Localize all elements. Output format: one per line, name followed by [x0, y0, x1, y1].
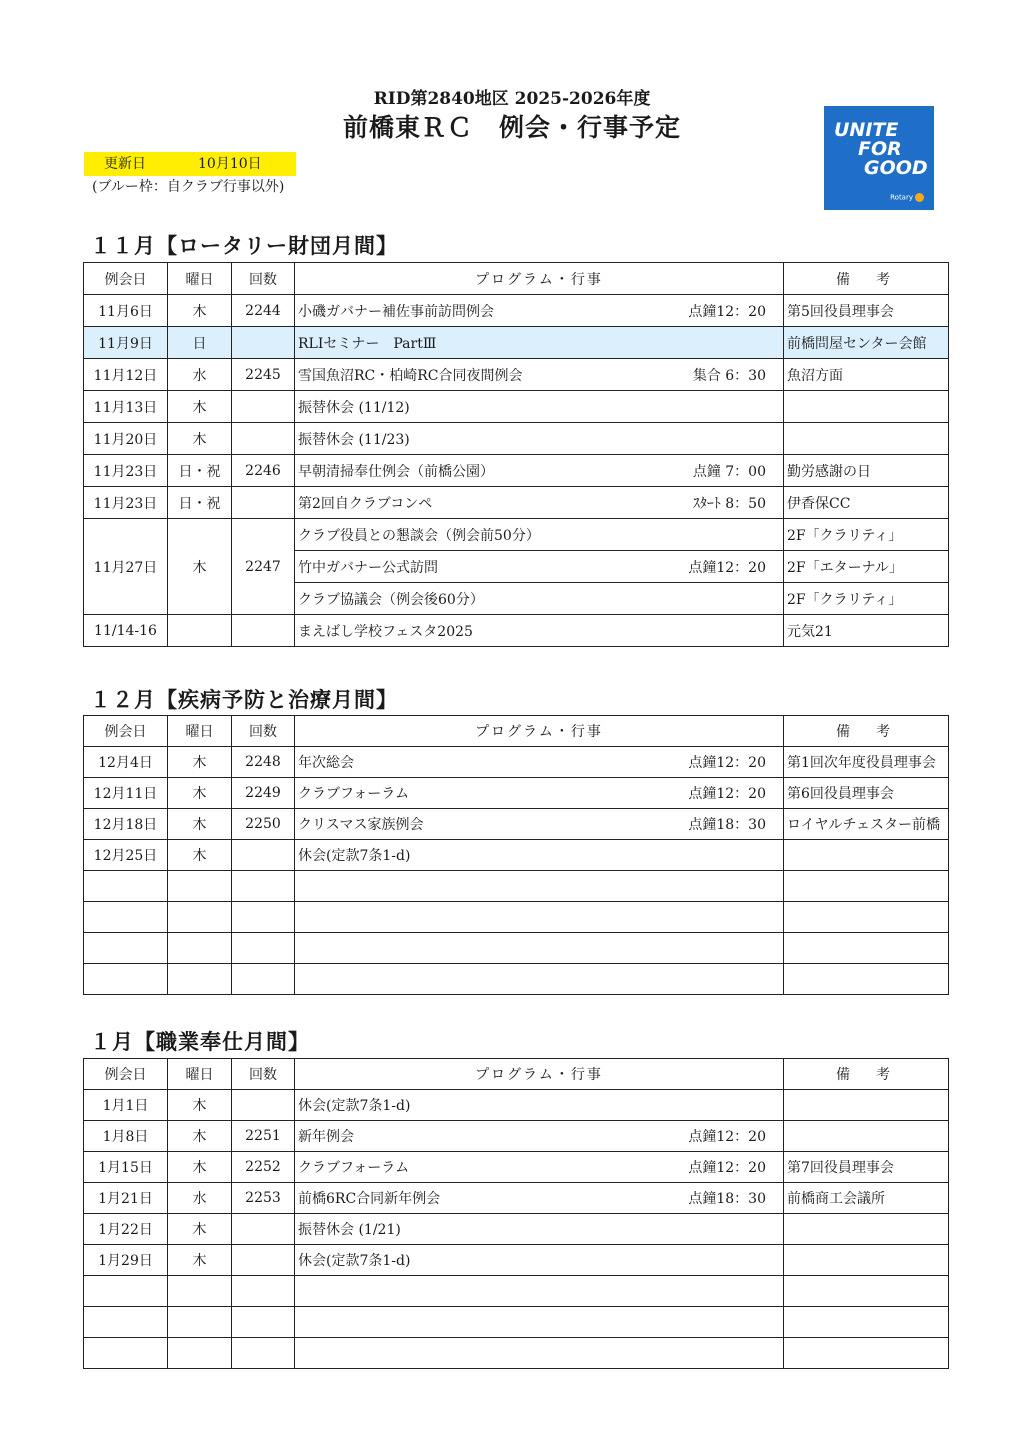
col-header-no: 回数	[232, 263, 295, 295]
row-no: 2248	[232, 747, 295, 778]
schedule-table-dec	[83, 715, 949, 995]
table-row	[84, 615, 949, 647]
row-day: 木	[168, 1121, 232, 1152]
table-row	[84, 487, 949, 519]
row-remarks	[784, 1121, 949, 1152]
row-program-text: 竹中ガバナー公式訪問	[298, 559, 438, 576]
row-remarks: 前橋問屋センター会館	[784, 327, 949, 359]
row-no: 2251	[232, 1121, 295, 1152]
empty-cell	[295, 871, 784, 902]
col-header-date: 例会日	[84, 1059, 168, 1090]
row-date: 1月29日	[84, 1245, 168, 1276]
col-header-day: 曜日	[168, 1059, 232, 1090]
row-no: 2247	[232, 519, 295, 615]
row-day: 水	[168, 1183, 232, 1214]
table-row	[84, 809, 949, 840]
row-program	[295, 615, 784, 647]
row-program	[295, 778, 784, 809]
unite-for-good-logo	[824, 106, 934, 210]
table-row	[84, 1245, 949, 1276]
empty-cell	[232, 871, 295, 902]
row-remarks: 2F「クラリティ」	[784, 519, 949, 551]
row-remarks: 2F「クラリティ」	[784, 583, 949, 615]
section-title-dec: １２月【疾病予防と治療月間】	[90, 687, 398, 712]
table-row	[84, 423, 949, 455]
table-header-row	[84, 263, 949, 295]
row-time: 点鐘18：30	[688, 1191, 766, 1207]
row-day: 日	[168, 327, 232, 359]
row-program	[295, 359, 784, 391]
row-remarks	[784, 1245, 949, 1276]
row-program-text: 雪国魚沼RC・柏崎RC合同夜間例会	[298, 367, 523, 384]
table-row-empty	[84, 964, 949, 995]
row-program-text: クラブ協議会（例会後60分）	[298, 591, 484, 608]
row-date: 11月23日	[84, 455, 168, 487]
row-time: 点鐘18：30	[688, 817, 766, 833]
row-no	[232, 1090, 295, 1121]
empty-cell	[232, 933, 295, 964]
empty-cell	[784, 871, 949, 902]
row-remarks	[784, 1214, 949, 1245]
row-time	[766, 397, 780, 417]
empty-cell	[784, 933, 949, 964]
row-day: 木	[168, 1152, 232, 1183]
row-day	[168, 615, 232, 647]
row-program	[295, 327, 784, 359]
row-time: 点鐘 7：00	[692, 463, 766, 480]
logo-line-3: GOOD	[864, 157, 928, 179]
table-row	[84, 391, 949, 423]
table-row	[84, 455, 949, 487]
row-program	[295, 519, 784, 551]
row-no	[232, 391, 295, 423]
row-no: 2249	[232, 778, 295, 809]
row-day: 日・祝	[168, 455, 232, 487]
empty-cell	[168, 933, 232, 964]
col-header-no: 回数	[232, 1059, 295, 1090]
row-date: 11月27日	[84, 519, 168, 615]
table-row-empty	[84, 1307, 949, 1338]
row-time: 点鐘12：20	[688, 786, 766, 802]
empty-cell	[295, 933, 784, 964]
table-row-empty	[84, 933, 949, 964]
empty-cell	[84, 902, 168, 933]
empty-cell	[295, 964, 784, 995]
row-remarks: 伊香保CC	[784, 487, 949, 519]
row-no	[232, 615, 295, 647]
row-time	[766, 845, 780, 865]
row-remarks	[784, 391, 949, 423]
row-day: 木	[168, 840, 232, 871]
table-row-empty	[84, 902, 949, 933]
row-date: 11月13日	[84, 391, 168, 423]
row-time	[766, 589, 780, 609]
row-date: 12月4日	[84, 747, 168, 778]
page-title: 前橋東ＲＣ 例会・行事予定	[342, 113, 681, 142]
row-date: 11/14-16	[84, 615, 168, 647]
table-row	[84, 1090, 949, 1121]
empty-cell	[295, 902, 784, 933]
row-time: 点鐘12：20	[688, 559, 766, 576]
row-program-text: クラブフォーラム	[298, 1160, 410, 1176]
empty-cell	[232, 1338, 295, 1369]
row-no	[232, 423, 295, 455]
row-date: 11月12日	[84, 359, 168, 391]
row-program	[295, 1121, 784, 1152]
empty-cell	[84, 1338, 168, 1369]
col-header-no: 回数	[232, 716, 295, 747]
row-time	[766, 1219, 780, 1239]
row-day: 木	[168, 295, 232, 327]
row-no	[232, 840, 295, 871]
row-day: 水	[168, 359, 232, 391]
row-program-text: 新年例会	[298, 1129, 354, 1145]
row-day: 木	[168, 1245, 232, 1276]
empty-cell	[168, 1307, 232, 1338]
table-row-empty	[84, 1338, 949, 1369]
col-header-day: 曜日	[168, 716, 232, 747]
col-header-program: プログラム・行事	[295, 263, 784, 295]
update-date: 10月10日	[198, 156, 262, 172]
row-day: 日・祝	[168, 487, 232, 519]
empty-cell	[232, 1307, 295, 1338]
row-program-text: 振替休会 (11/23)	[298, 431, 410, 448]
row-program-text: 休会(定款7条1-d)	[298, 1253, 411, 1269]
empty-cell	[232, 964, 295, 995]
row-date: 1月1日	[84, 1090, 168, 1121]
row-remarks: 勤労感謝の日	[784, 455, 949, 487]
row-remarks: 第1回次年度役員理事会	[784, 747, 949, 778]
row-day: 木	[168, 778, 232, 809]
update-label: 更新日	[104, 156, 146, 172]
row-program	[295, 1183, 784, 1214]
row-program-text: クリスマス家族例会	[298, 817, 424, 833]
row-program	[295, 1245, 784, 1276]
row-program-text: 振替休会 (1/21)	[298, 1222, 401, 1238]
table-header-row	[84, 716, 949, 747]
row-remarks	[784, 1090, 949, 1121]
empty-cell	[84, 1307, 168, 1338]
row-date: 1月15日	[84, 1152, 168, 1183]
rotary-mark-text: Rotary	[890, 193, 913, 202]
empty-cell	[784, 1276, 949, 1307]
row-date: 12月25日	[84, 840, 168, 871]
section-title-nov: １１月【ロータリー財団月間】	[90, 233, 398, 258]
row-program	[295, 1152, 784, 1183]
table-row-empty	[84, 871, 949, 902]
section-title-jan: １月【職業奉仕月間】	[90, 1029, 310, 1054]
row-program-text: 休会(定款7条1-d)	[298, 1098, 411, 1114]
empty-cell	[784, 964, 949, 995]
row-time	[766, 333, 780, 353]
table-row	[84, 747, 949, 778]
row-program-text: 振替休会 (11/12)	[298, 399, 410, 416]
empty-cell	[232, 902, 295, 933]
row-date: 11月9日	[84, 327, 168, 359]
col-header-remarks: 備 考	[784, 1059, 949, 1090]
col-header-remarks: 備 考	[784, 716, 949, 747]
empty-cell	[232, 1276, 295, 1307]
row-no: 2244	[232, 295, 295, 327]
logo-line-1: UNITE	[834, 119, 899, 141]
schedule-table-nov	[83, 262, 949, 647]
rotary-mark	[890, 193, 924, 202]
col-header-remarks: 備 考	[784, 263, 949, 295]
legend-note: (ブルー枠：自クラブ行事以外)	[92, 179, 285, 195]
row-program-text: 小磯ガバナー補佐事前訪問例会	[298, 303, 494, 320]
row-no	[232, 1214, 295, 1245]
table-row	[84, 295, 949, 327]
row-remarks: 元気21	[784, 615, 949, 647]
table-row	[84, 1183, 949, 1214]
empty-cell	[784, 1338, 949, 1369]
row-date: 1月22日	[84, 1214, 168, 1245]
col-header-day: 曜日	[168, 263, 232, 295]
row-date: 1月8日	[84, 1121, 168, 1152]
row-program-text: 早朝清掃奉仕例会（前橋公園）	[298, 463, 494, 480]
row-no: 2245	[232, 359, 295, 391]
empty-cell	[168, 1338, 232, 1369]
empty-cell	[168, 964, 232, 995]
row-remarks: 第6回役員理事会	[784, 778, 949, 809]
col-header-program: プログラム・行事	[295, 1059, 784, 1090]
row-time: 点鐘12：20	[688, 755, 766, 771]
row-program	[295, 1090, 784, 1121]
row-no: 2253	[232, 1183, 295, 1214]
row-day: 木	[168, 1214, 232, 1245]
row-no: 2250	[232, 809, 295, 840]
empty-cell	[295, 1338, 784, 1369]
row-program-text: 年次総会	[298, 755, 354, 771]
row-remarks: 魚沼方面	[784, 359, 949, 391]
row-date: 11月20日	[84, 423, 168, 455]
row-day: 木	[168, 519, 232, 615]
table-row	[84, 840, 949, 871]
empty-cell	[784, 902, 949, 933]
row-day: 木	[168, 391, 232, 423]
row-time	[766, 429, 780, 449]
row-program	[295, 551, 784, 583]
row-day: 木	[168, 809, 232, 840]
table-row	[84, 1121, 949, 1152]
row-program-text: まえばし学校フェスタ2025	[298, 623, 473, 640]
row-program	[295, 583, 784, 615]
empty-cell	[168, 1276, 232, 1307]
row-program-text: クラブ役員との懇談会（例会前50分）	[298, 527, 540, 544]
row-time	[766, 1095, 780, 1115]
row-program	[295, 487, 784, 519]
row-date: 12月11日	[84, 778, 168, 809]
row-remarks	[784, 840, 949, 871]
table-header-row	[84, 1059, 949, 1090]
row-remarks	[784, 423, 949, 455]
schedule-table-jan	[83, 1058, 949, 1369]
row-program-text: 前橋6RC合同新年例会	[298, 1191, 441, 1207]
row-day: 木	[168, 1090, 232, 1121]
row-program	[295, 1214, 784, 1245]
table-row-external	[84, 327, 949, 359]
row-remarks: 2F「エターナル」	[784, 551, 949, 583]
row-no	[232, 487, 295, 519]
row-program-text: RLIセミナー PartⅢ	[298, 335, 437, 352]
row-time	[766, 621, 780, 641]
row-date: 12月18日	[84, 809, 168, 840]
row-remarks: 前橋商工会議所	[784, 1183, 949, 1214]
row-day: 木	[168, 423, 232, 455]
row-time: 集合 6：30	[692, 367, 766, 384]
row-time: 点鐘12：20	[688, 1160, 766, 1176]
row-date: 11月23日	[84, 487, 168, 519]
row-time: 点鐘12：20	[688, 1129, 766, 1145]
rotary-wheel-icon	[915, 193, 924, 202]
row-program	[295, 391, 784, 423]
table-row	[84, 359, 949, 391]
row-program	[295, 295, 784, 327]
row-program-text: 第2回自クラブコンペ	[298, 495, 433, 512]
logo-line-2: FOR	[858, 138, 902, 160]
table-row	[84, 1214, 949, 1245]
row-program	[295, 423, 784, 455]
row-program	[295, 747, 784, 778]
table-row	[84, 1152, 949, 1183]
row-no	[232, 1245, 295, 1276]
row-remarks: 第5回役員理事会	[784, 295, 949, 327]
empty-cell	[84, 1276, 168, 1307]
row-time	[766, 1250, 780, 1270]
table-row	[84, 519, 949, 551]
row-date: 11月6日	[84, 295, 168, 327]
row-program-text: 休会(定款7条1-d)	[298, 848, 411, 864]
empty-cell	[84, 933, 168, 964]
empty-cell	[784, 1307, 949, 1338]
district-label: RID第2840地区 2025-2026年度	[373, 89, 651, 109]
table-row	[84, 778, 949, 809]
row-time	[766, 525, 780, 545]
col-header-date: 例会日	[84, 263, 168, 295]
row-program-text: クラブフォーラム	[298, 786, 410, 802]
table-row-empty	[84, 1276, 949, 1307]
empty-cell	[168, 902, 232, 933]
empty-cell	[168, 871, 232, 902]
row-no: 2246	[232, 455, 295, 487]
empty-cell	[295, 1307, 784, 1338]
row-no	[232, 327, 295, 359]
empty-cell	[295, 1276, 784, 1307]
empty-cell	[84, 871, 168, 902]
row-time: ｽﾀｰﾄ 8：50	[692, 495, 766, 512]
col-header-program: プログラム・行事	[295, 716, 784, 747]
row-date: 1月21日	[84, 1183, 168, 1214]
row-program	[295, 840, 784, 871]
row-remarks: ロイヤルチェスター前橋	[784, 809, 949, 840]
row-program	[295, 455, 784, 487]
empty-cell	[84, 964, 168, 995]
row-no: 2252	[232, 1152, 295, 1183]
update-box	[84, 152, 296, 176]
col-header-date: 例会日	[84, 716, 168, 747]
row-program	[295, 809, 784, 840]
row-time: 点鐘12：20	[688, 303, 766, 320]
row-day: 木	[168, 747, 232, 778]
row-remarks: 第7回役員理事会	[784, 1152, 949, 1183]
